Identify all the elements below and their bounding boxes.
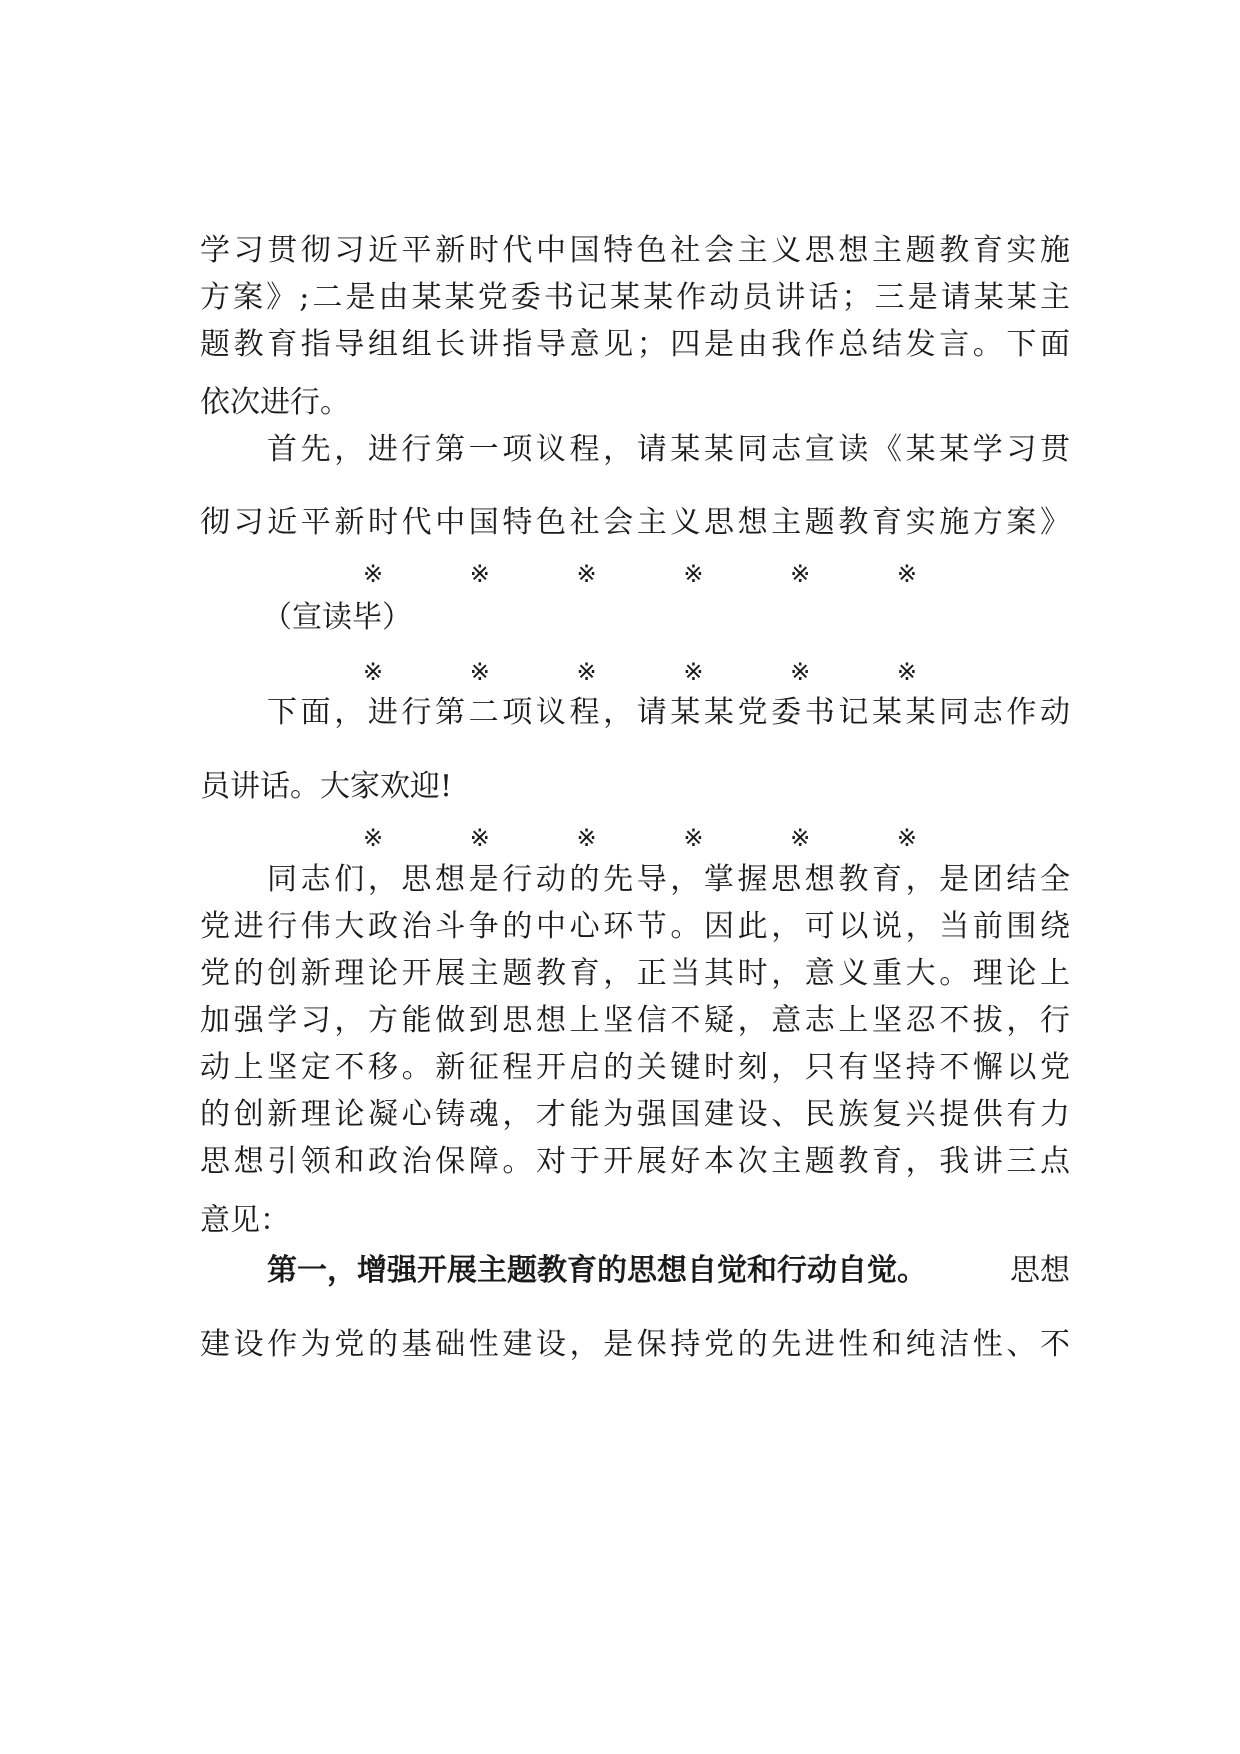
- separator-mark: ※: [362, 658, 384, 686]
- separator-mark: ※: [469, 658, 490, 686]
- separator-mark: ※: [790, 658, 811, 686]
- separator-mark: ※: [896, 658, 918, 686]
- text-line: 同志们，思想是行动的先导，掌握思想教育，是团结全: [267, 862, 1070, 897]
- separator-mark: ※: [576, 824, 597, 852]
- text-line: 加强学习，方能做到思想上坚信不疑，意志上坚忍不拔，行: [200, 1003, 1070, 1038]
- separator-mark: ※: [683, 658, 704, 686]
- text-line: 党的创新理论开展主题教育，正当其时，意义重大。理论上: [200, 956, 1070, 991]
- point-one-tail: 思想: [1010, 1253, 1070, 1288]
- separator-mark: ※: [896, 560, 918, 588]
- text-line: 学习贯彻习近平新时代中国特色社会主义思想主题教育实施: [200, 233, 1070, 268]
- separator-mark: ※: [469, 560, 490, 588]
- separator-mark: ※: [362, 824, 384, 852]
- text-line: 彻习近平新时代中国特色社会主义思想主题教育实施方案》: [200, 505, 1070, 540]
- text-line: 下面，进行第二项议程，请某某党委书记某某同志作动: [267, 695, 1070, 730]
- text-line: 思想引领和政治保障。对于开展好本次主题教育，我讲三点: [200, 1144, 1070, 1179]
- separator-row: [360, 552, 920, 596]
- separator-mark: ※: [576, 560, 597, 588]
- separator-mark: ※: [790, 560, 811, 588]
- separator-row: [360, 816, 920, 860]
- text-line: 依次进行。: [200, 385, 350, 420]
- text-line: 的创新理论凝心铸魂，才能为强国建设、民族复兴提供有力: [200, 1097, 1070, 1132]
- text-line: 员讲话。大家欢迎!: [200, 769, 453, 804]
- separator-mark: ※: [790, 824, 811, 852]
- separator-mark: ※: [362, 560, 384, 588]
- point-one-heading: 第一，增强开展主题教育的思想自觉和行动自觉。: [267, 1253, 927, 1288]
- text-line: 意见：: [200, 1203, 290, 1238]
- point-one-line: [267, 1246, 1070, 1296]
- separator-mark: ※: [469, 824, 490, 852]
- separator-mark: ※: [683, 560, 704, 588]
- separator-mark: ※: [896, 824, 918, 852]
- separator-mark: ※: [683, 824, 704, 852]
- separator-mark: ※: [576, 658, 597, 686]
- text-line: 党进行伟大政治斗争的中心环节。因此，可以说，当前围绕: [200, 909, 1070, 944]
- reading-done-note: （宣读毕）: [262, 600, 412, 635]
- text-line: 动上坚定不移。新征程开启的关键时刻，只有坚持不懈以党: [200, 1050, 1070, 1085]
- text-line: 建设作为党的基础性建设，是保持党的先进性和纯洁性、不: [200, 1327, 1070, 1362]
- text-line: 题教育指导组组长讲指导意见；四是由我作总结发言。下面: [200, 327, 1070, 362]
- text-line: 方案》;二是由某某党委书记某某作动员讲话；三是请某某主: [200, 280, 1070, 315]
- text-line: 首先，进行第一项议程，请某某同志宣读《某某学习贯: [267, 432, 1070, 467]
